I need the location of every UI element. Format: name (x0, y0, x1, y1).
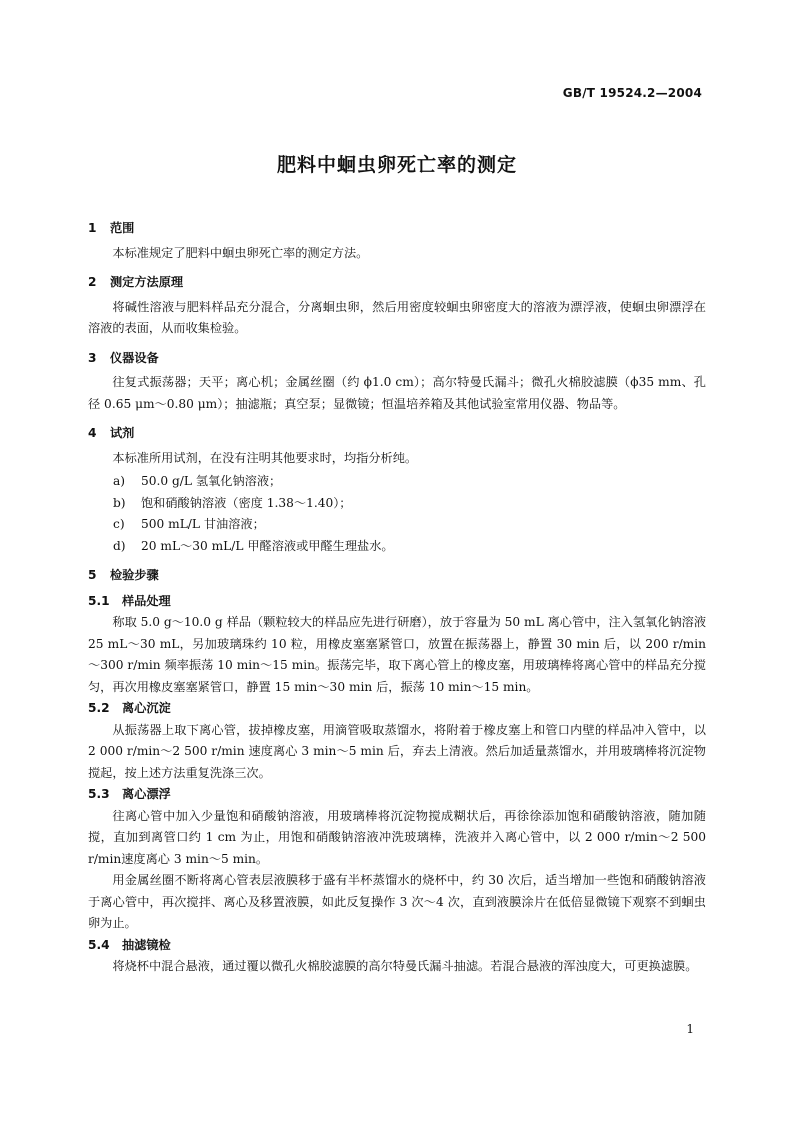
list-text: 饱和硝酸钠溶液（密度 1.38～1.40）； (141, 495, 352, 510)
section-title: 检验步骤 (110, 568, 159, 582)
list-item (88, 536, 706, 558)
list-item (88, 471, 706, 493)
list-item (88, 493, 706, 515)
centrifuge-paragraph: 从振荡器上取下离心管，拔掉橡皮塞，用滴管吸取蒸馏水，将附着于橡皮塞上和管口内壁的样品冲入管中，以 2 000 r/min～2 500 r/min 速度离心 3 min～5 min 后，弃去上清液。然后加适量蒸馏水，并用玻璃棒将沉淀物搅起，按上述方法重复洗涤三次。 (88, 722, 706, 780)
subsection-title: 离心沉淀 (122, 701, 171, 715)
subsection-number: 5.2 (88, 701, 110, 715)
section-heading-apparatus (88, 348, 706, 370)
list-marker: c) (113, 517, 125, 531)
subsection-title: 抽滤镜检 (122, 937, 171, 952)
section-number: 1 (88, 221, 97, 235)
flotation-paragraph-2: 用金属丝圈不断将离心管表层液膜移于盛有半杯蒸馏水的烧杯中，约 30 次后，适当增加一些饱和硝酸钠溶液于离心管中，再次搅拌、离心及移置液膜，如此反复操作 3 次～4 次，直到液膜涂片在低倍显微镜下观察不到蛔虫卵为止。 (88, 873, 706, 930)
section-title: 仪器设备 (110, 350, 159, 365)
section-heading-principle (88, 272, 706, 294)
list-marker: a) (113, 474, 126, 488)
principle-paragraph: 将碱性溶液与肥料样品充分混合，分离蛔虫卵，然后用密度较蛔虫卵密度大的溶液为漂浮液，使蛔虫卵漂浮在溶液的表面，从而收集检验。 (88, 299, 706, 335)
subsection-heading-centrifuge (88, 698, 706, 720)
section-number: 3 (88, 350, 97, 365)
subsection-number: 5.4 (88, 937, 110, 952)
section-number: 2 (88, 275, 97, 289)
list-text: 50.0 g/L 氢氧化钠溶液； (141, 474, 282, 488)
section-title: 测定方法原理 (110, 275, 184, 289)
reagent-list (88, 471, 706, 557)
subsection-title: 离心漂浮 (122, 787, 171, 801)
reagents-paragraph: 本标准所用试剂，在没有注明其他要求时，均指分析纯。 (112, 450, 418, 465)
document-body (88, 210, 706, 978)
section-title: 试剂 (110, 426, 135, 440)
section-heading-scope (88, 218, 706, 240)
subsection-heading-sample (88, 591, 706, 613)
subsection-heading-flotation (88, 784, 706, 806)
apparatus-paragraph: 往复式振荡器；天平；离心机；金属丝圈（约 ϕ1.0 cm）；高尔特曼氏漏斗；微孔火棉胶滤膜（ϕ35 mm、孔径 0.65 μm～0.80 μm）；抽滤瓶；真空泵；显微镜；恒温培养箱及其他试验室常用仪器、物品等。 (88, 375, 706, 411)
flotation-paragraph-1: 往离心管中加入少量饱和硝酸钠溶液，用玻璃棒将沉淀物搅成糊状后，再徐徐添加饱和硝酸钠溶液，随加随搅，直加到离管口约 1 cm 为止，用饱和硝酸钠溶液冲洗玻璃棒，洗液并入离心管中，以 2 000 r/min～2 500 r/min速度离心 3 min～5 min。 (88, 808, 706, 866)
section-heading-reagents (88, 423, 706, 445)
subsection-number: 5.1 (88, 593, 110, 608)
section-heading-procedure (88, 565, 706, 587)
page-number: 1 (686, 1022, 694, 1036)
scope-paragraph: 本标准规定了肥料中蛔虫卵死亡率的测定方法。 (112, 245, 369, 260)
sample-paragraph: 称取 5.0 g～10.0 g 样品（颗粒较大的样品应先进行研磨），放于容量为 50 mL 离心管中，注入氢氧化钠溶液 25 mL～30 mL，另加玻璃珠约 10 粒，用橡皮塞塞紧管口，放置在振荡器上，静置 30 min 后，以 200 r/min～300 r/min 频率振荡 10 min～15 min。振荡完毕，取下离心管上的橡皮塞，用玻璃棒将离心管中的样品充分搅匀，再次用橡皮塞塞紧管口，静置 15 min～30 min 后，振荡 10 min～15 min。 (88, 615, 707, 694)
section-number: 4 (88, 426, 97, 440)
subsection-heading-filtration (88, 935, 706, 957)
list-text: 500 mL/L 甘油溶液； (141, 517, 265, 531)
section-title: 范围 (110, 221, 135, 235)
document-title: 肥料中蛔虫卵死亡率的测定 (276, 154, 517, 176)
list-text: 20 mL～30 mL/L 甲醛溶液或甲醛生理盐水。 (141, 538, 394, 553)
section-number: 5 (88, 568, 97, 582)
filtration-paragraph: 将烧杯中混合悬液，通过覆以微孔火棉胶滤膜的高尔特曼氏漏斗抽滤。若混合悬液的浑浊度大，可更换滤膜。 (112, 959, 698, 973)
standard-number: GB/T 19524.2—2004 (562, 86, 702, 100)
subsection-number: 5.3 (88, 787, 110, 801)
list-marker: b) (113, 495, 126, 510)
list-item (88, 514, 706, 536)
subsection-title: 样品处理 (122, 593, 171, 608)
list-marker: d) (113, 538, 126, 553)
